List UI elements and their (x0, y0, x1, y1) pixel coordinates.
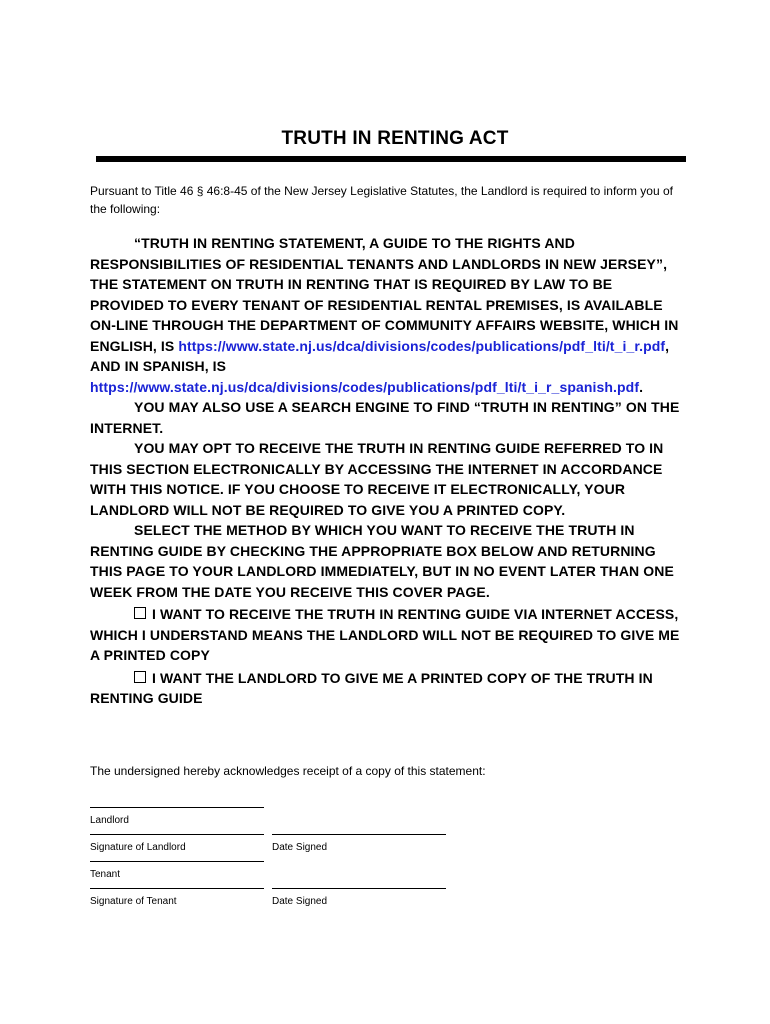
landlord-label: Landlord (90, 815, 129, 826)
statement-paragraph-1 (90, 233, 690, 397)
tenant-date-line[interactable] (272, 877, 446, 889)
landlord-signature-line[interactable] (90, 823, 264, 835)
tenant-signature-line[interactable] (90, 877, 264, 889)
statement-text-1c: . (639, 378, 644, 395)
intro-paragraph: Pursuant to Title 46 § 46:8-45 of the New Jersey Legislative Statutes, the Landlord is required to inform you of the following: (90, 184, 673, 216)
document-title: TRUTH IN RENTING ACT (281, 128, 509, 149)
statement-text-4: SELECT THE METHOD BY WHICH YOU WANT TO RECEIVE THE TRUTH IN RENTING GUIDE BY CHECKING THE APPROPRIATE BOX BELOW AND RETURNING THIS PAGE TO YOUR LANDLORD IMMEDIATELY, BUT IN NO EVENT LATER THAN ONE WEEK FROM THE DATE YOU RECEIVE THIS COVER PAGE. (90, 522, 674, 600)
option-internet-row (90, 604, 690, 666)
landlord-name-line[interactable] (90, 796, 264, 808)
internet-access-checkbox[interactable] (134, 607, 146, 619)
option-internet-label: I WANT TO RECEIVE THE TRUTH IN RENTING GUIDE VIA INTERNET ACCESS, WHICH I UNDERSTAND MEANS THE LANDLORD WILL NOT BE REQUIRED TO GIVE ME A PRINTED COPY (90, 606, 680, 663)
acknowledgement-text: The undersigned hereby acknowledges receipt of a copy of this statement: (90, 764, 486, 778)
landlord-signature-field[interactable] (90, 823, 264, 853)
statement-text-1b: , AND IN SPANISH, IS (90, 337, 670, 374)
option-printed-row (90, 668, 690, 709)
landlord-date-signed-label: Date Signed (272, 842, 328, 853)
tenant-date-field[interactable] (272, 877, 446, 907)
statement-text-3: YOU MAY OPT TO RECEIVE THE TRUTH IN RENTING GUIDE REFERRED TO IN THIS SECTION ELECTRONICALLY BY ACCESSING THE INTERNET IN ACCORDANCE WITH THIS NOTICE. IF YOU CHOOSE TO RECEIVE IT ELECTRONICALLY, YOUR LANDLORD WILL NOT BE REQUIRED TO GIVE YOU A PRINTED COPY. (90, 440, 664, 518)
statement-paragraph-3 (90, 438, 690, 520)
landlord-name-field[interactable] (90, 796, 264, 826)
tenant-date-signed-label: Date Signed (272, 896, 328, 907)
statement-paragraph-4 (90, 520, 690, 602)
signature-of-landlord-label: Signature of Landlord (90, 842, 186, 853)
landlord-date-line[interactable] (272, 823, 446, 835)
printed-copy-checkbox[interactable] (134, 671, 146, 683)
tenant-label: Tenant (90, 869, 121, 880)
tenant-name-field[interactable] (90, 850, 264, 880)
statement-text-2: YOU MAY ALSO USE A SEARCH ENGINE TO FIND “TRUTH IN RENTING” ON THE INTERNET. (90, 399, 680, 436)
spanish-guide-link[interactable]: https://www.state.nj.us/dca/divisions/codes/publications/pdf_lti/t_i_r_spanish.pdf (90, 378, 640, 395)
english-guide-link[interactable]: https://www.state.nj.us/dca/divisions/codes/publications/pdf_lti/t_i_r.pdf (178, 337, 666, 354)
title-rule (96, 156, 686, 162)
statement-block (90, 233, 690, 709)
landlord-date-field[interactable] (272, 823, 446, 853)
statement-paragraph-2 (90, 397, 690, 438)
tenant-signature-field[interactable] (90, 877, 264, 907)
tenant-name-line[interactable] (90, 850, 264, 862)
statement-text-1a: “TRUTH IN RENTING STATEMENT, A GUIDE TO THE RIGHTS AND RESPONSIBILITIES OF RESIDENTIAL TENANTS AND LANDLORDS IN NEW JERSEY”, THE STATEMENT ON TRUTH IN RENTING THAT IS REQUIRED BY LAW TO BE PROVIDED TO EVERY TENANT OF RESIDENTIAL RENTAL PREMISES, IS AVAILABLE ON-LINE THROUGH THE DEPARTMENT OF COMMUNITY AFFAIRS WEBSITE, WHICH IN ENGLISH, IS (90, 235, 679, 354)
signature-of-tenant-label: Signature of Tenant (90, 896, 177, 907)
option-printed-label: I WANT THE LANDLORD TO GIVE ME A PRINTED COPY OF THE TRUTH IN RENTING GUIDE (90, 669, 653, 706)
